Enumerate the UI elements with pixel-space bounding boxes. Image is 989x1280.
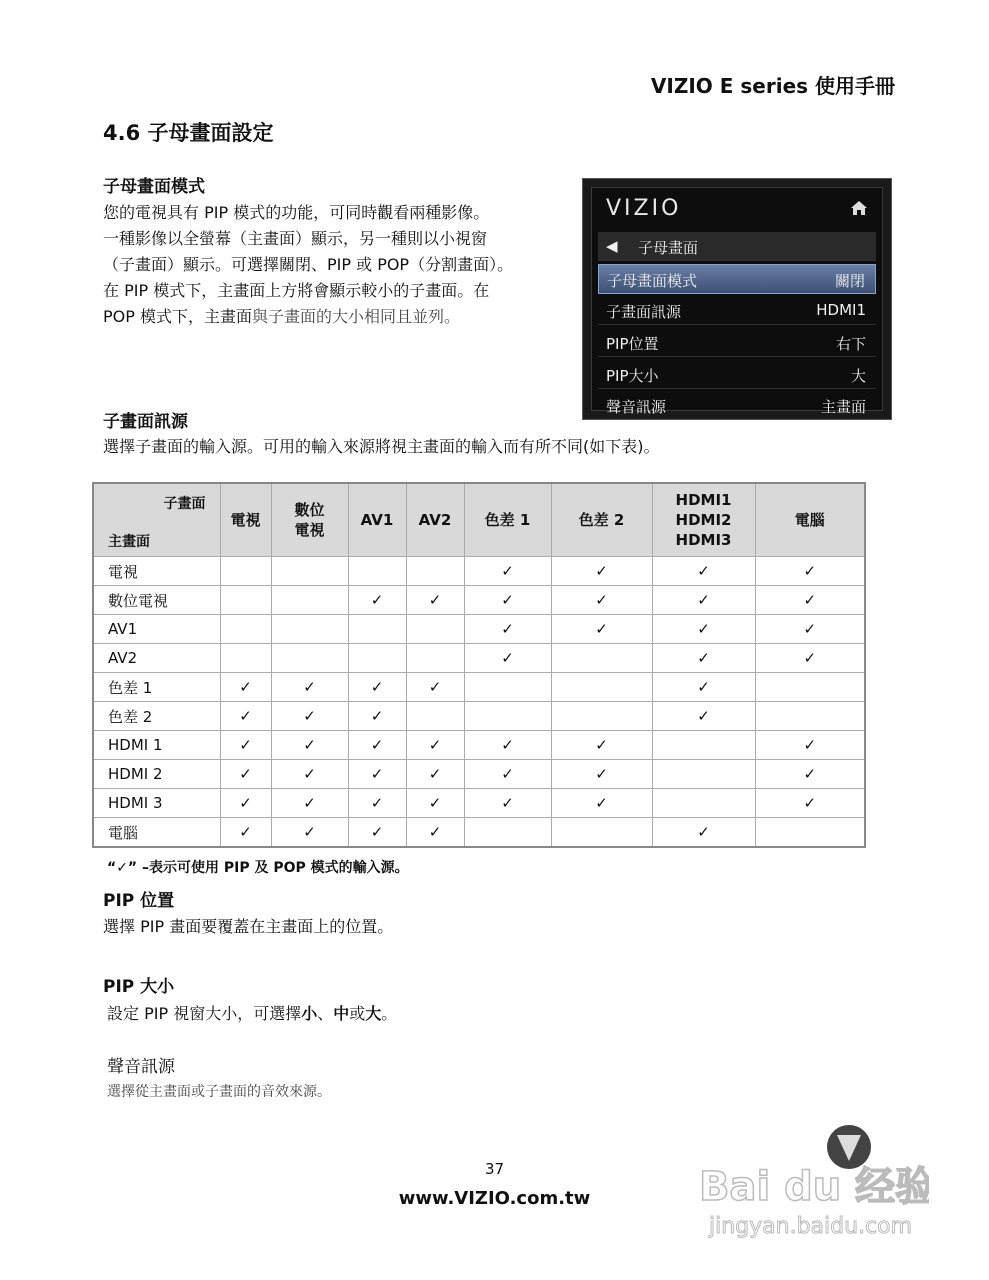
check-cell: ✓ [406, 789, 464, 818]
check-cell: ✓ [348, 673, 406, 702]
check-cell: ✓ [755, 644, 865, 673]
check-cell: ✓ [464, 760, 551, 789]
menu-item-value: 右下 [835, 335, 866, 353]
check-cell: ✓ [348, 702, 406, 731]
table-row [93, 644, 865, 673]
column-header-text: 電視 [230, 511, 261, 529]
paragraph-text: POP 模式下，主畫面 [103, 307, 252, 326]
table-row [93, 789, 865, 818]
column-header-text: 色差 2 [578, 511, 625, 529]
table-row [93, 702, 865, 731]
input-compatibility-table [92, 482, 866, 848]
check-cell: ✓ [755, 789, 865, 818]
check-cell: ✓ [220, 731, 271, 760]
footer-website: www.VIZIO.com.tw [398, 1188, 591, 1209]
row-header: AV2 [93, 644, 220, 673]
check-cell: ✓ [464, 615, 551, 644]
check-cell: ✓ [220, 673, 271, 702]
menu-back-label: 子母畫面 [638, 239, 699, 257]
corner-main-label: 主畫面 [108, 534, 150, 550]
column-header-text: HDMI1 HDMI2 HDMI3 [675, 491, 732, 549]
empty-cell [348, 557, 406, 586]
sub-source-text: 選擇子畫面的輸入源。可用的輸入來源將視主畫面的輸入而有所不同(如下表)。 [103, 437, 660, 456]
empty-cell [755, 702, 865, 731]
empty-cell [464, 673, 551, 702]
empty-cell [271, 644, 348, 673]
empty-cell [464, 818, 551, 848]
row-header: 電視 [93, 557, 220, 586]
table-row [93, 760, 865, 789]
check-cell: ✓ [271, 673, 348, 702]
audio-source-text: 選擇從主畫面或子畫面的音效來源。 [107, 1084, 331, 1100]
check-cell: ✓ [271, 818, 348, 848]
menu-item-pip-position[interactable] [598, 328, 876, 357]
corner-sub-label: 子畫面 [163, 496, 206, 512]
baidu-watermark [689, 1125, 929, 1245]
empty-cell [464, 702, 551, 731]
empty-cell [755, 673, 865, 702]
check-cell: ✓ [220, 702, 271, 731]
check-cell: ✓ [220, 760, 271, 789]
option-small: 小 [301, 1004, 318, 1023]
table-row [93, 818, 865, 848]
menu-item-label: 子母畫面模式 [607, 272, 698, 290]
row-header: 色差 1 [93, 673, 220, 702]
check-cell: ✓ [551, 557, 652, 586]
column-header-text: AV2 [418, 511, 452, 529]
pip-position-heading: PIP 位置 [103, 891, 175, 911]
paragraph-line: （子畫面）顯示。可選擇關閉、PIP 或 POP（分割畫面）。 [103, 255, 514, 274]
empty-cell [406, 644, 464, 673]
vizio-logo: VIZIO [606, 196, 682, 221]
check-cell: ✓ [755, 731, 865, 760]
page-number: 37 [484, 1160, 505, 1178]
check-cell: ✓ [464, 731, 551, 760]
paragraph-line: 在 PIP 模式下，主畫面上方將會顯示較小的子畫面。在 [103, 281, 490, 300]
option-large: 大 [365, 1004, 382, 1023]
tv-menu-screenshot [582, 178, 892, 420]
check-cell: ✓ [652, 818, 755, 848]
check-cell: ✓ [406, 673, 464, 702]
check-cell: ✓ [348, 818, 406, 848]
watermark-brand: Bai du 经验 [699, 1164, 929, 1210]
section-title: 4.6 子母畫面設定 [103, 121, 274, 145]
check-cell: ✓ [551, 760, 652, 789]
paragraph-line [103, 304, 513, 330]
watermark-url: jingyan.baidu.com [709, 1214, 913, 1239]
column-header [652, 483, 755, 557]
check-cell: ✓ [551, 586, 652, 615]
pip-size-text [107, 1001, 397, 1027]
check-cell: ✓ [271, 760, 348, 789]
row-header: 電腦 [93, 818, 220, 848]
menu-item-value: 關閉 [834, 272, 865, 290]
row-header: HDMI 3 [93, 789, 220, 818]
empty-cell [652, 731, 755, 760]
check-cell: ✓ [406, 586, 464, 615]
column-header-text: 電腦 [794, 511, 825, 529]
check-cell: ✓ [271, 702, 348, 731]
menu-item-pip-mode[interactable] [598, 264, 876, 294]
pip-mode-paragraph [103, 200, 513, 330]
table-row [93, 731, 865, 760]
separator: 或 [349, 1004, 366, 1023]
check-cell: ✓ [652, 557, 755, 586]
pip-mode-heading: 子母畫面模式 [103, 177, 205, 197]
empty-cell [220, 644, 271, 673]
menu-item-label: PIP位置 [606, 335, 659, 353]
check-cell: ✓ [551, 731, 652, 760]
empty-cell [652, 760, 755, 789]
menu-item-sub-source[interactable] [598, 296, 876, 325]
check-cell: ✓ [464, 644, 551, 673]
menu-item-label: PIP大小 [606, 367, 659, 385]
row-header: HDMI 2 [93, 760, 220, 789]
row-header: HDMI 1 [93, 731, 220, 760]
column-header-text: AV1 [360, 511, 394, 529]
separator: 、 [317, 1004, 334, 1023]
check-cell: ✓ [551, 789, 652, 818]
home-icon[interactable] [850, 200, 868, 220]
table-row [93, 615, 865, 644]
menu-item-value: 主畫面 [820, 398, 866, 416]
paragraph-line: 您的電視具有 PIP 模式的功能，可同時觀看兩種影像。 [103, 203, 490, 222]
row-header: AV1 [93, 615, 220, 644]
table-row [93, 586, 865, 615]
check-cell: ✓ [464, 557, 551, 586]
check-cell: ✓ [271, 731, 348, 760]
check-cell: ✓ [551, 615, 652, 644]
check-cell: ✓ [271, 789, 348, 818]
table-row [93, 557, 865, 586]
back-arrow-icon: ◀ [606, 237, 618, 255]
option-medium: 中 [333, 1004, 350, 1023]
column-header [406, 483, 464, 557]
table-row [93, 673, 865, 702]
empty-cell [406, 702, 464, 731]
menu-item-value: HDMI1 [816, 301, 866, 319]
menu-back-row[interactable] [598, 232, 876, 261]
check-cell: ✓ [755, 615, 865, 644]
empty-cell [551, 673, 652, 702]
empty-cell [220, 586, 271, 615]
check-cell: ✓ [652, 673, 755, 702]
table-footnote: “✓” –表示可使用 PIP 及 POP 模式的輸入源。 [107, 860, 409, 876]
paragraph-text: 與子畫面的大小相同且並列。 [251, 307, 460, 326]
empty-cell [551, 818, 652, 848]
check-cell: ✓ [348, 789, 406, 818]
check-cell: ✓ [406, 731, 464, 760]
paragraph-text: 設定 PIP 視窗大小，可選擇 [107, 1004, 302, 1023]
column-header [551, 483, 652, 557]
check-cell: ✓ [755, 557, 865, 586]
check-cell: ✓ [464, 789, 551, 818]
column-header [220, 483, 271, 557]
sub-source-heading: 子畫面訊源 [103, 412, 188, 432]
empty-cell [348, 615, 406, 644]
empty-cell [406, 557, 464, 586]
check-cell: ✓ [348, 731, 406, 760]
column-header [271, 483, 348, 557]
check-cell: ✓ [220, 789, 271, 818]
check-cell: ✓ [652, 644, 755, 673]
empty-cell [551, 702, 652, 731]
check-cell: ✓ [406, 760, 464, 789]
empty-cell [271, 557, 348, 586]
empty-cell [406, 615, 464, 644]
baidu-paw-logo [689, 1125, 929, 1245]
column-header [348, 483, 406, 557]
check-cell: ✓ [348, 586, 406, 615]
paragraph-line: 一種影像以全螢幕（主畫面）顯示，另一種則以小視窗 [103, 229, 488, 248]
column-header [464, 483, 551, 557]
menu-item-value: 大 [850, 367, 866, 385]
check-cell: ✓ [755, 586, 865, 615]
document-header: VIZIO E series 使用手冊 [650, 74, 895, 98]
menu-item-audio-source[interactable] [598, 391, 876, 419]
separator: 。 [381, 1004, 398, 1023]
column-header-text: 色差 1 [484, 511, 531, 529]
check-cell: ✓ [220, 818, 271, 848]
tv-menu-panel [591, 187, 883, 416]
empty-cell [551, 644, 652, 673]
row-header: 色差 2 [93, 702, 220, 731]
menu-item-pip-size[interactable] [598, 360, 876, 389]
table-corner-cell [93, 483, 220, 557]
empty-cell [220, 557, 271, 586]
empty-cell [652, 789, 755, 818]
table-header-row [93, 483, 865, 557]
check-cell: ✓ [652, 586, 755, 615]
check-cell: ✓ [464, 586, 551, 615]
pip-size-heading: PIP 大小 [103, 977, 175, 997]
check-cell: ✓ [652, 702, 755, 731]
pip-position-text: 選擇 PIP 畫面要覆蓋在主畫面上的位置。 [103, 917, 394, 936]
empty-cell [220, 615, 271, 644]
row-header: 數位電視 [93, 586, 220, 615]
empty-cell [271, 586, 348, 615]
column-header-text: 數位 電視 [294, 501, 325, 539]
empty-cell [755, 818, 865, 848]
check-cell: ✓ [406, 818, 464, 848]
check-cell: ✓ [755, 760, 865, 789]
check-cell: ✓ [652, 615, 755, 644]
menu-item-label: 子畫面訊源 [606, 303, 682, 321]
audio-source-heading: 聲音訊源 [107, 1057, 175, 1077]
empty-cell [348, 644, 406, 673]
empty-cell [271, 615, 348, 644]
column-header [755, 483, 865, 557]
check-cell: ✓ [348, 760, 406, 789]
menu-item-label: 聲音訊源 [606, 398, 667, 416]
